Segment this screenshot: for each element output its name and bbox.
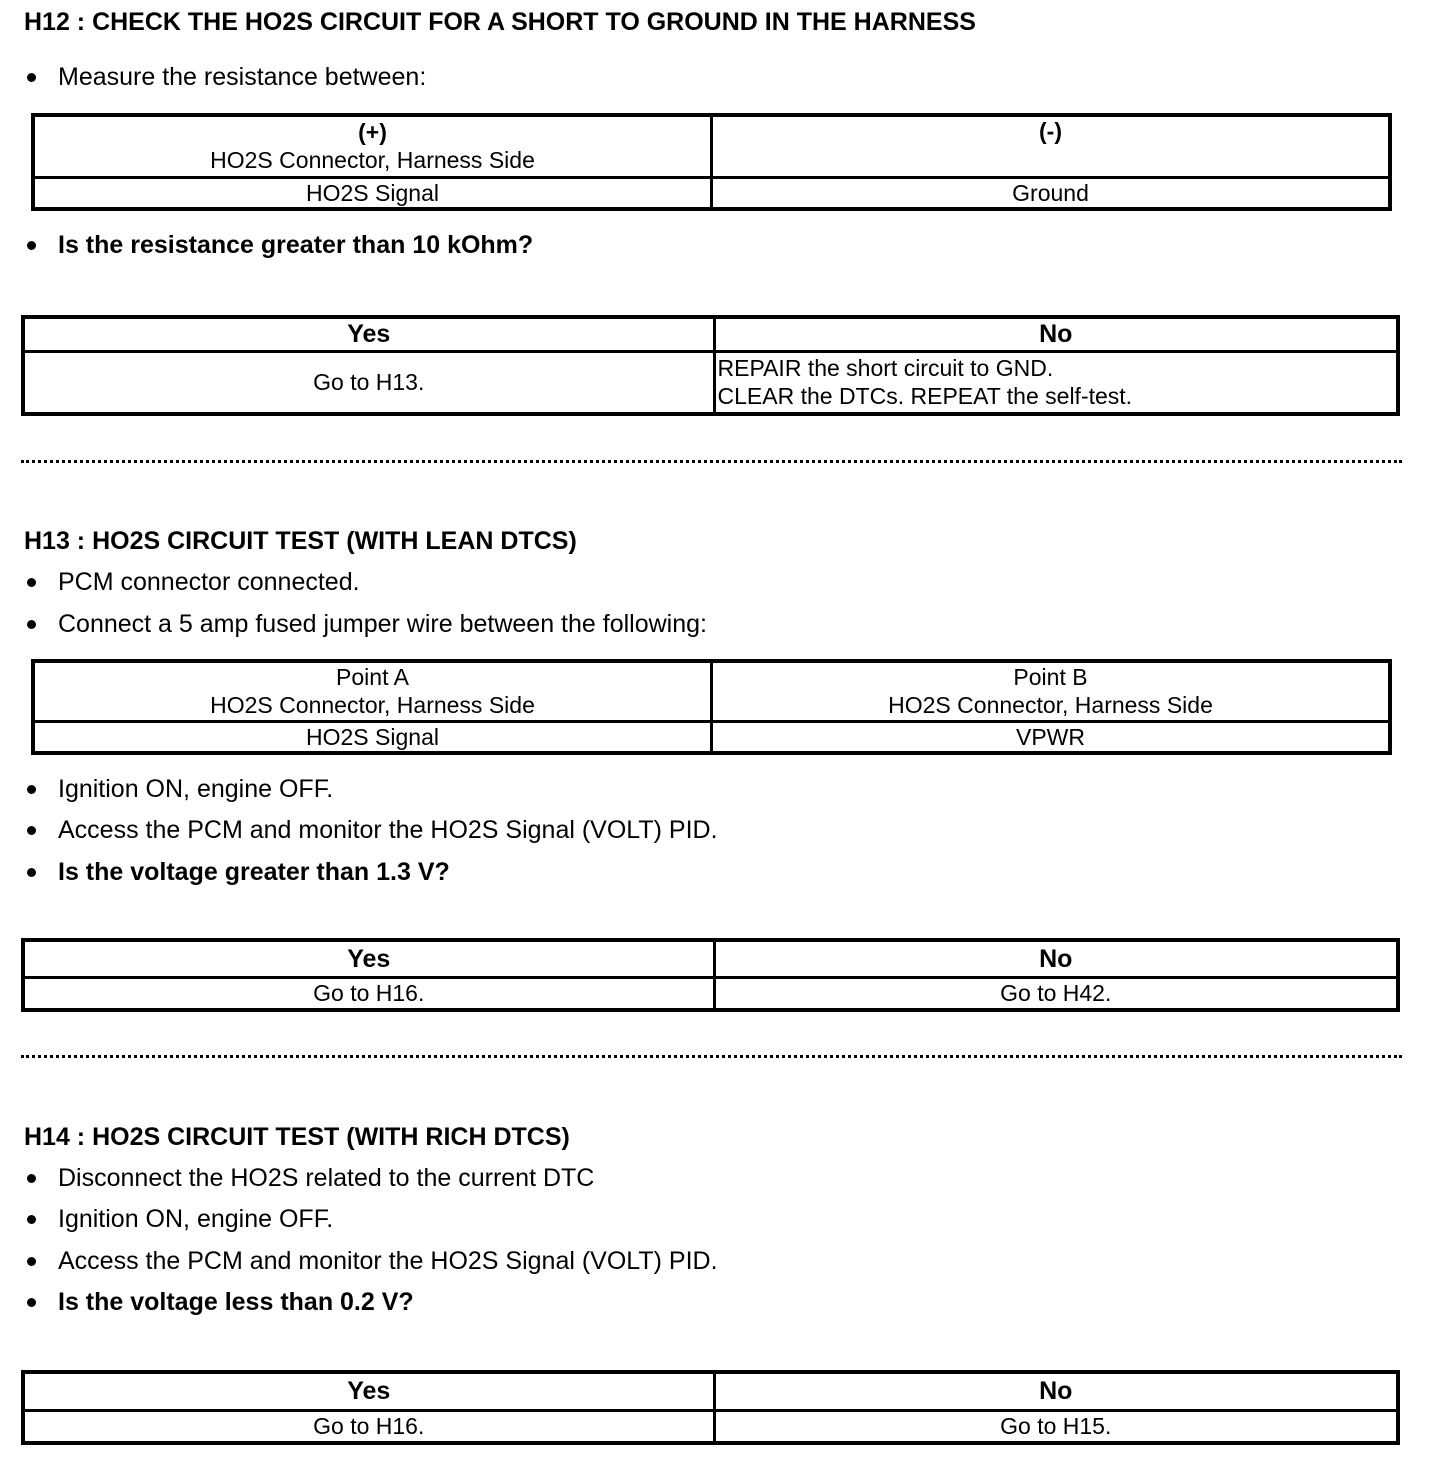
result-table [21,1370,1400,1445]
bullet-item [24,1247,718,1276]
no-action-line: CLEAR the DTCs. REPEAT the self-test. [717,383,1133,410]
bullet-icon [27,1174,36,1183]
bullet-text: Measure the resistance between: [58,63,427,91]
question-text: Is the resistance greater than 10 kOhm? [58,231,534,259]
cell: HO2S Signal [33,721,712,753]
header-text: (-) [1039,118,1062,144]
col2-header [712,115,1391,177]
header-sub: HO2S Connector, Harness Side [210,692,535,719]
yes-action: Go to H13. [23,351,714,414]
result-table [21,315,1400,416]
no-action: Go to H42. [714,977,1398,1010]
bullet-icon [27,1298,36,1307]
bullet-text: Connect a 5 amp fused jumper wire between the following: [58,610,707,638]
no-header: No [714,1372,1398,1410]
col1-header [33,115,712,177]
header-sub: HO2S Connector, Harness Side [210,147,535,174]
no-header: No [714,940,1398,977]
header-text: Point B [1013,664,1088,691]
question [24,1288,414,1317]
bullet-icon [27,785,36,794]
bullet-item [24,1205,333,1234]
yes-action: Go to H16. [23,1410,714,1443]
no-action-line: REPAIR the short circuit to GND. [717,355,1054,382]
no-header: No [714,317,1398,351]
bullet-icon [27,620,36,629]
bullet-item [24,568,360,597]
section-title-h13: H13 : HO2S CIRCUIT TEST (WITH LEAN DTCS) [24,527,577,555]
bullet-icon [27,826,36,835]
question [24,231,533,260]
question-text: Is the voltage less than 0.2 V? [58,1288,414,1316]
bullet-item [24,1164,594,1193]
measure-table [31,113,1392,211]
bullet-text: Ignition ON, engine OFF. [58,775,334,803]
bullet-text: PCM connector connected. [58,568,360,596]
question-text: Is the voltage greater than 1.3 V? [58,858,450,886]
bullet-icon [27,73,36,82]
bullet-text: Ignition ON, engine OFF. [58,1205,334,1233]
divider [21,1055,1402,1058]
section-title-h12: H12 : CHECK THE HO2S CIRCUIT FOR A SHORT TO GROUND IN THE HARNESS [24,8,976,36]
no-action: Go to H15. [714,1410,1398,1443]
yes-action: Go to H16. [23,977,714,1010]
header-text: Point A [336,664,409,691]
yes-header: Yes [23,940,714,977]
bullet-icon [27,241,36,250]
no-action [714,351,1398,414]
col2-header [712,661,1391,721]
yes-header: Yes [23,317,714,351]
bullet-item [24,610,707,639]
bullet-text: Access the PCM and monitor the HO2S Signal (VOLT) PID. [58,816,718,844]
bullet-text: Disconnect the HO2S related to the current DTC [58,1164,595,1192]
bullet-icon [27,1257,36,1266]
bullet-item [24,63,426,92]
bullet-icon [27,1215,36,1224]
bullet-text: Access the PCM and monitor the HO2S Signal (VOLT) PID. [58,1247,718,1275]
jumper-table [31,659,1392,755]
cell: Ground [712,177,1391,209]
bullet-item [24,775,333,804]
bullet-icon [27,578,36,587]
section-title-h14: H14 : HO2S CIRCUIT TEST (WITH RICH DTCS) [24,1123,570,1151]
divider [21,460,1402,463]
cell: HO2S Signal [33,177,712,209]
header-text: (+) [358,119,387,146]
bullet-item [24,816,718,845]
bullet-icon [27,868,36,877]
col1-header [33,661,712,721]
result-table [21,938,1400,1012]
yes-header: Yes [23,1372,714,1410]
question [24,858,450,887]
header-sub: HO2S Connector, Harness Side [888,692,1213,719]
cell: VPWR [712,721,1391,753]
